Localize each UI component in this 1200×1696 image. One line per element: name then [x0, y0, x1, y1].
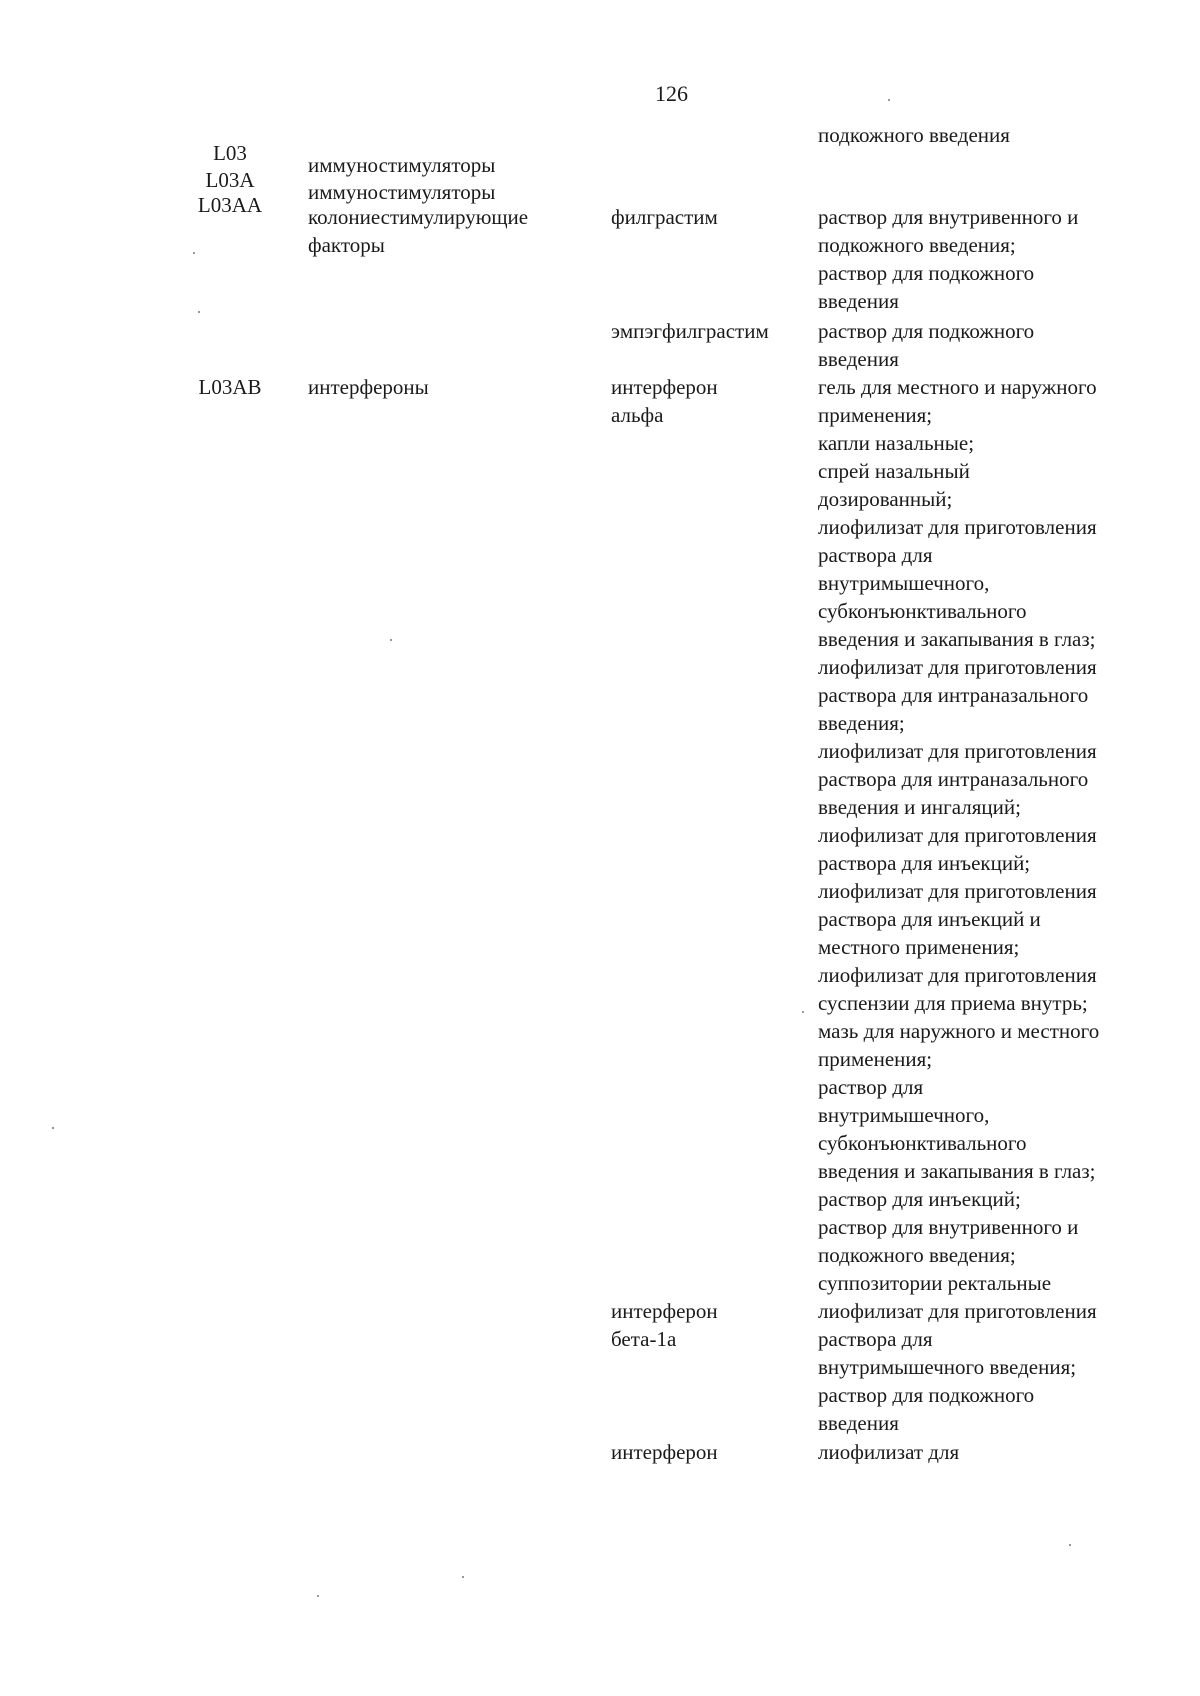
form-line: введения;	[818, 711, 905, 735]
form-line: внутримышечного,	[818, 571, 990, 595]
inn-line: интерферон	[611, 1299, 718, 1323]
form-line: раствор для	[818, 1075, 924, 1099]
form-line: лиофилизат для приготовления	[818, 823, 1097, 847]
form-line: применения;	[818, 403, 933, 427]
inn-line: альфа	[611, 403, 664, 427]
form-line: раствор для инъекций;	[818, 1187, 1021, 1211]
forms-interferon-beta-1a	[818, 1297, 1097, 1437]
form-line: введения	[818, 347, 899, 371]
form-line: раствора для	[818, 543, 933, 567]
form-line: введения	[818, 289, 899, 313]
form-line: раствор для подкожного	[818, 261, 1035, 285]
form-line: лиофилизат для приготовления	[818, 1299, 1097, 1323]
page-number: 126	[655, 81, 688, 106]
form-line: лиофилизат для приготовления	[818, 655, 1097, 679]
inn-line: интерферон	[611, 375, 718, 399]
inn-interferon-beta-1a	[611, 1297, 718, 1353]
form-line: применения;	[818, 1047, 933, 1071]
forms-filgrastim	[818, 203, 1078, 315]
atc-code: L03AB	[198, 375, 262, 399]
forms-empegfilgrastim	[818, 317, 1034, 373]
form-line: внутримышечного,	[818, 1103, 990, 1127]
form-line: лиофилизат для приготовления	[818, 739, 1097, 763]
atc-group: иммуностимуляторы	[308, 180, 496, 204]
form-line: раствора для инъекций;	[818, 851, 1031, 875]
form-line: гель для местного и наружного	[818, 375, 1097, 399]
form-line: лиофилизат для приготовления	[818, 515, 1097, 539]
form-line: субконъюнктивального	[818, 599, 1027, 623]
atc-group: иммуностимуляторы	[308, 153, 496, 177]
form-line: раствора для интраназального	[818, 683, 1089, 707]
scan-speck	[462, 1576, 464, 1578]
forms-interferon-alfa	[818, 373, 1099, 1297]
form-line: введения и ингаляций;	[818, 795, 1021, 819]
scan-speck	[193, 252, 195, 254]
form-line: раствора для интраназального	[818, 767, 1089, 791]
atc-code: L03AA	[197, 193, 263, 217]
form-line: лиофилизат для приготовления	[818, 879, 1097, 903]
scan-speck	[802, 1011, 804, 1013]
form-line: раствор для внутривенного и	[818, 205, 1079, 229]
form-line: подкожного введения;	[818, 233, 1016, 257]
form-line: спрей назальный	[818, 459, 970, 483]
inn-line: бета-1а	[611, 1327, 677, 1351]
atc-code: L03	[213, 141, 247, 165]
scan-speck	[390, 639, 392, 641]
form-line: внутримышечного введения;	[818, 1355, 1077, 1379]
form-line: раствор для внутривенного и	[818, 1215, 1079, 1239]
inn-filgrastim: филграстим	[611, 205, 718, 229]
atc-group: интерфероны	[308, 375, 429, 399]
group-line: факторы	[308, 233, 385, 257]
form-line: мазь для наружного и местного	[818, 1019, 1100, 1043]
form-line: введения и закапывания в глаз;	[818, 1159, 1096, 1183]
inn-interferon-next: интерферон	[611, 1440, 718, 1464]
form-line: суспензии для приема внутрь;	[818, 991, 1088, 1015]
carryover-form: подкожного введения	[818, 123, 1010, 147]
form-line: введения и закапывания в глаз;	[818, 627, 1096, 651]
form-line: подкожного введения;	[818, 1243, 1016, 1267]
inn-interferon-alfa	[611, 373, 718, 429]
atc-group	[308, 203, 528, 259]
scan-speck	[888, 99, 890, 101]
group-line: колониестимулирующие	[308, 205, 529, 229]
form-line: дозированный;	[818, 487, 953, 511]
form-line: суппозитории ректальные	[818, 1271, 1052, 1295]
form-line: раствора для	[818, 1327, 933, 1351]
form-line: капли назальные;	[818, 431, 975, 455]
scan-speck	[52, 1127, 54, 1129]
forms-interferon-next: лиофилизат для	[818, 1440, 960, 1464]
form-line: местного применения;	[818, 935, 1020, 959]
form-line: субконъюнктивального	[818, 1131, 1027, 1155]
form-line: лиофилизат для приготовления	[818, 963, 1097, 987]
form-line: раствора для инъекций и	[818, 907, 1041, 931]
atc-code: L03A	[205, 168, 255, 192]
form-line: раствор для подкожного	[818, 1383, 1035, 1407]
scan-speck	[1069, 1544, 1071, 1546]
scan-speck	[198, 311, 200, 313]
scan-speck	[317, 1595, 319, 1597]
inn-empegfilgrastim: эмпэгфилграстим	[611, 319, 769, 343]
form-line: введения	[818, 1411, 899, 1435]
form-line: раствор для подкожного	[818, 319, 1035, 343]
